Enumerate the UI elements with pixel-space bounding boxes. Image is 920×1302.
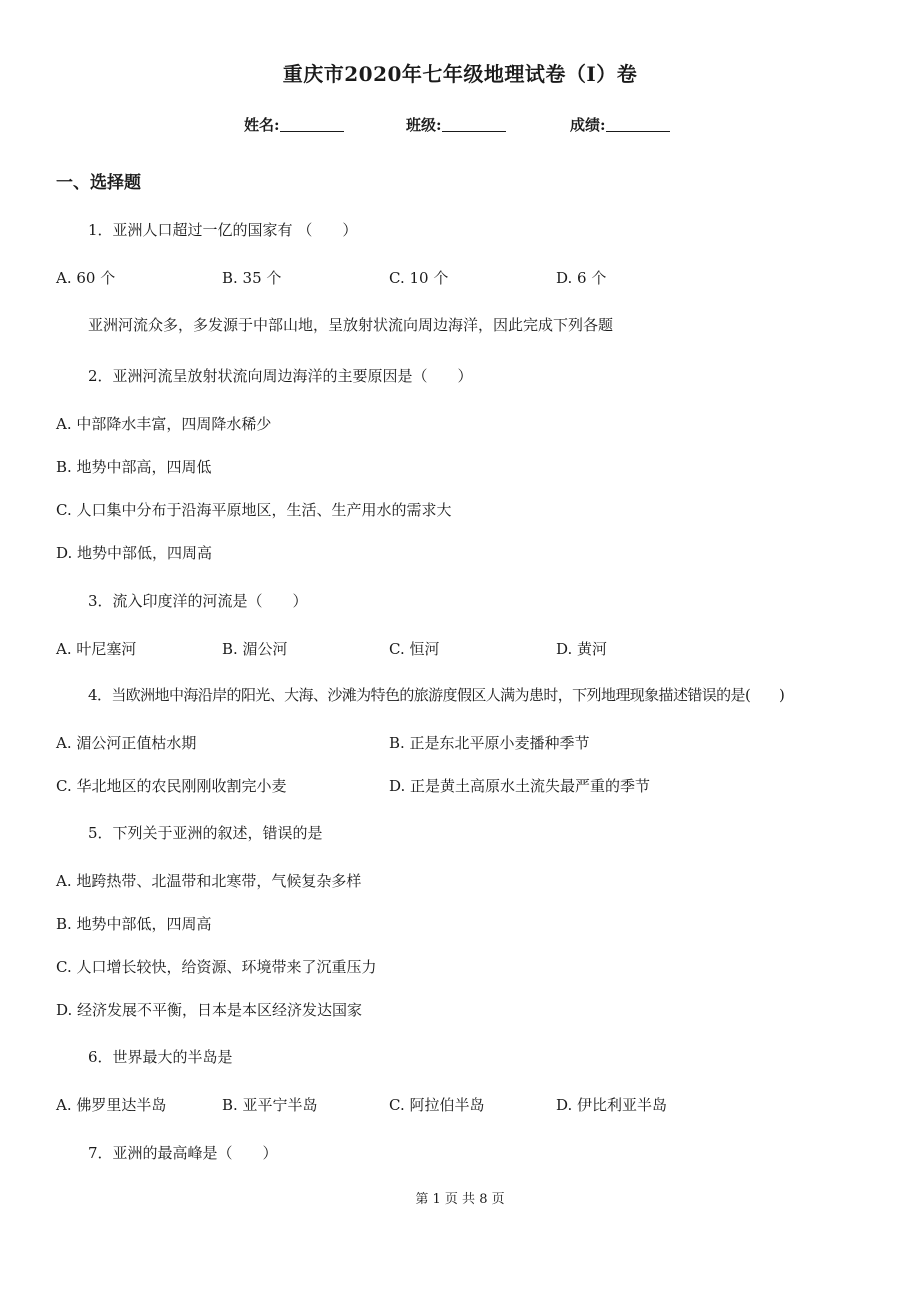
- class-blank: [442, 116, 506, 132]
- option-c: C. 人口增长较快，给资源、环境带来了沉重压力: [56, 958, 377, 976]
- option-a: A. 中部降水丰富，四周降水稀少: [56, 415, 272, 433]
- option-b: B. 湄公河: [222, 640, 288, 658]
- page-title: 重庆市2020年七年级地理试卷（I）卷: [282, 62, 638, 86]
- option-d: D. 正是黄土高原水土流失最严重的季节: [389, 777, 651, 795]
- class-label: 班级:: [406, 116, 442, 134]
- option-d: D. 地势中部低，四周高: [56, 544, 213, 562]
- option-b: B. 地势中部高，四周低: [56, 458, 212, 476]
- option-a: A. 60 个: [56, 269, 116, 287]
- option-c: C. 10 个: [389, 269, 449, 287]
- score-blank: [606, 116, 670, 132]
- page-footer: 第 1 页 共 8 页: [415, 1192, 505, 1207]
- question-stem: 1．亚洲人口超过一亿的国家有 （ ）: [88, 221, 358, 239]
- question-stem: 2．亚洲河流呈放射状流向周边海洋的主要原因是（ ）: [88, 367, 473, 385]
- option-a: A. 地跨热带、北温带和北寒带，气候复杂多样: [56, 872, 362, 890]
- name-label: 姓名:: [244, 116, 280, 134]
- option-d: D. 经济发展不平衡，日本是本区经济发达国家: [56, 1001, 363, 1019]
- option-d: D. 伊比利亚半岛: [556, 1096, 668, 1114]
- option-b: B. 亚平宁半岛: [222, 1096, 318, 1114]
- question-stem: 6．世界最大的半岛是: [88, 1048, 233, 1066]
- option-a: A. 佛罗里达半岛: [56, 1096, 167, 1114]
- section-title: 一、选择题: [56, 173, 141, 193]
- question-stem: 4．当欧洲地中海沿岸的阳光、大海、沙滩为特色的旅游度假区人满为患时，下列地理现象描述错误的是( ): [88, 686, 785, 704]
- option-d: D. 6 个: [556, 269, 607, 287]
- option-a: A. 叶尼塞河: [56, 640, 137, 658]
- option-b: B. 正是东北平原小麦播种季节: [389, 734, 590, 752]
- option-c: C. 人口集中分布于沿海平原地区，生活、生产用水的需求大: [56, 501, 452, 519]
- option-b: B. 地势中部低，四周高: [56, 915, 212, 933]
- question-stem: 7．亚洲的最高峰是（ ）: [88, 1144, 278, 1162]
- option-c: C. 阿拉伯半岛: [389, 1096, 485, 1114]
- option-d: D. 黄河: [556, 640, 608, 658]
- name-blank: [280, 116, 344, 132]
- option-c: C. 华北地区的农民刚刚收割完小麦: [56, 777, 287, 795]
- class-field: [406, 114, 506, 135]
- name-field: [244, 114, 344, 135]
- score-field: [570, 114, 670, 135]
- question-stem: 3．流入印度洋的河流是（ ）: [88, 592, 308, 610]
- score-label: 成绩:: [570, 116, 606, 134]
- reading-intro: 亚洲河流众多，多发源于中部山地，呈放射状流向周边海洋，因此完成下列各题: [88, 316, 614, 334]
- option-a: A. 湄公河正值枯水期: [56, 734, 197, 752]
- option-b: B. 35 个: [222, 269, 282, 287]
- option-c: C. 恒河: [389, 640, 440, 658]
- question-stem: 5．下列关于亚洲的叙述，错误的是: [88, 824, 323, 842]
